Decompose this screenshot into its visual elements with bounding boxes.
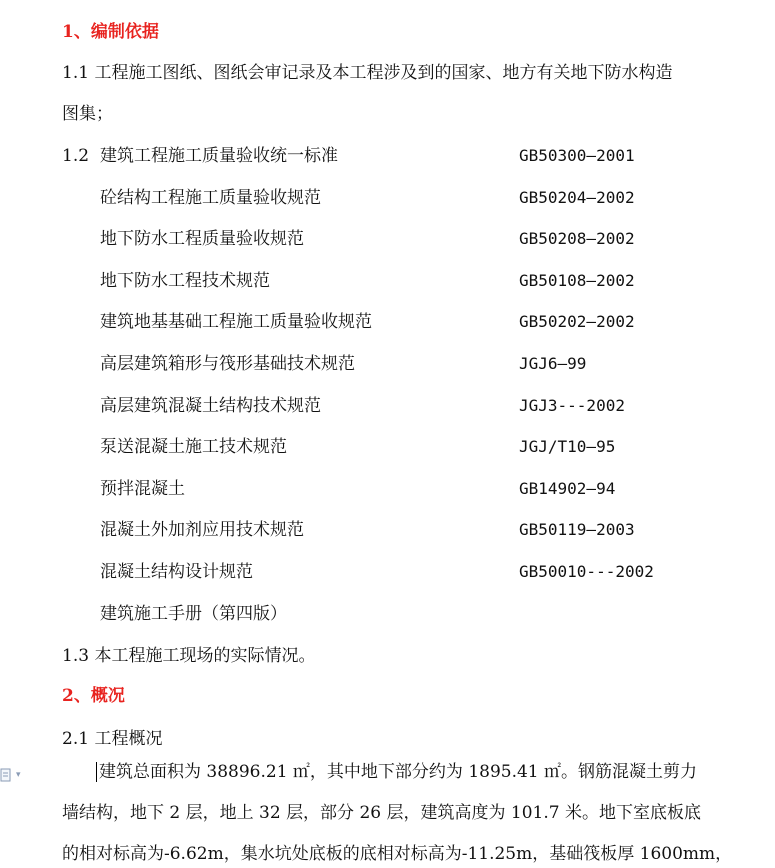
standard-name: 砼结构工程施工质量验收规范 bbox=[100, 188, 321, 208]
standard-code: GB50119—2003 bbox=[519, 520, 635, 539]
item-1-1-continuation: 图集； bbox=[62, 104, 113, 124]
standard-code: GB50202—2002 bbox=[519, 312, 635, 331]
standard-name: 混凝土结构设计规范 bbox=[100, 562, 253, 582]
standard-code: GB50300—2001 bbox=[519, 146, 635, 165]
standard-name: 建筑施工手册（第四版） bbox=[100, 604, 287, 624]
paragraph-line-2: 墙结构，地下 2 层，地上 32 层，部分 26 层，建筑高度为 101.7 米。地下室底板底 bbox=[62, 803, 701, 823]
standard-name: 预拌混凝土 bbox=[100, 479, 185, 499]
standard-name: 泵送混凝土施工技术规范 bbox=[100, 437, 287, 457]
item-1-1: 1.1 工程施工图纸、图纸会审记录及本工程涉及到的国家、地方有关地下防水构造 bbox=[62, 63, 673, 83]
standard-name: 地下防水工程质量验收规范 bbox=[100, 229, 304, 249]
caret-down-icon[interactable]: ▾ bbox=[16, 770, 21, 780]
standard-code: JGJ3---2002 bbox=[519, 396, 625, 415]
standard-code: GB50208—2002 bbox=[519, 229, 635, 248]
text-cursor bbox=[96, 762, 97, 782]
standard-code: GB50108—2002 bbox=[519, 271, 635, 290]
paragraph-line-1 bbox=[96, 762, 756, 782]
standard-name: 高层建筑箱形与筏形基础技术规范 bbox=[100, 354, 355, 374]
standard-name: 建筑工程施工质量验收统一标准 bbox=[100, 146, 338, 166]
standard-name: 混凝土外加剂应用技术规范 bbox=[100, 520, 304, 540]
standard-code: GB50010---2002 bbox=[519, 562, 654, 581]
item-1-3: 1.3 本工程施工现场的实际情况。 bbox=[62, 646, 316, 666]
standard-code: JGJ6—99 bbox=[519, 354, 587, 373]
standard-name: 建筑地基基础工程施工质量验收规范 bbox=[100, 312, 372, 332]
item-1-2-number: 1.2 bbox=[62, 146, 90, 166]
paragraph-line-3: 的相对标高为-6.62m，集水坑处底板的底相对标高为-11.25m，基础筏板厚 1600mm， bbox=[62, 844, 733, 864]
standard-code: GB50204—2002 bbox=[519, 188, 635, 207]
document-icon[interactable] bbox=[0, 768, 14, 782]
standard-code: JGJ/T10—95 bbox=[519, 437, 616, 456]
standard-code: GB14902—94 bbox=[519, 479, 616, 498]
section-1-heading: 1、编制依据 bbox=[62, 22, 159, 42]
item-2-1: 2.1 工程概况 bbox=[62, 729, 163, 749]
standard-name: 地下防水工程技术规范 bbox=[100, 271, 270, 291]
standard-name: 高层建筑混凝土结构技术规范 bbox=[100, 396, 321, 416]
section-2-heading: 2、概况 bbox=[62, 686, 125, 706]
paragraph-line-1-text: 建筑总面积为 38896.21 ㎡，其中地下部分约为 1895.41 ㎡。钢筋混凝土剪力 bbox=[99, 762, 698, 782]
